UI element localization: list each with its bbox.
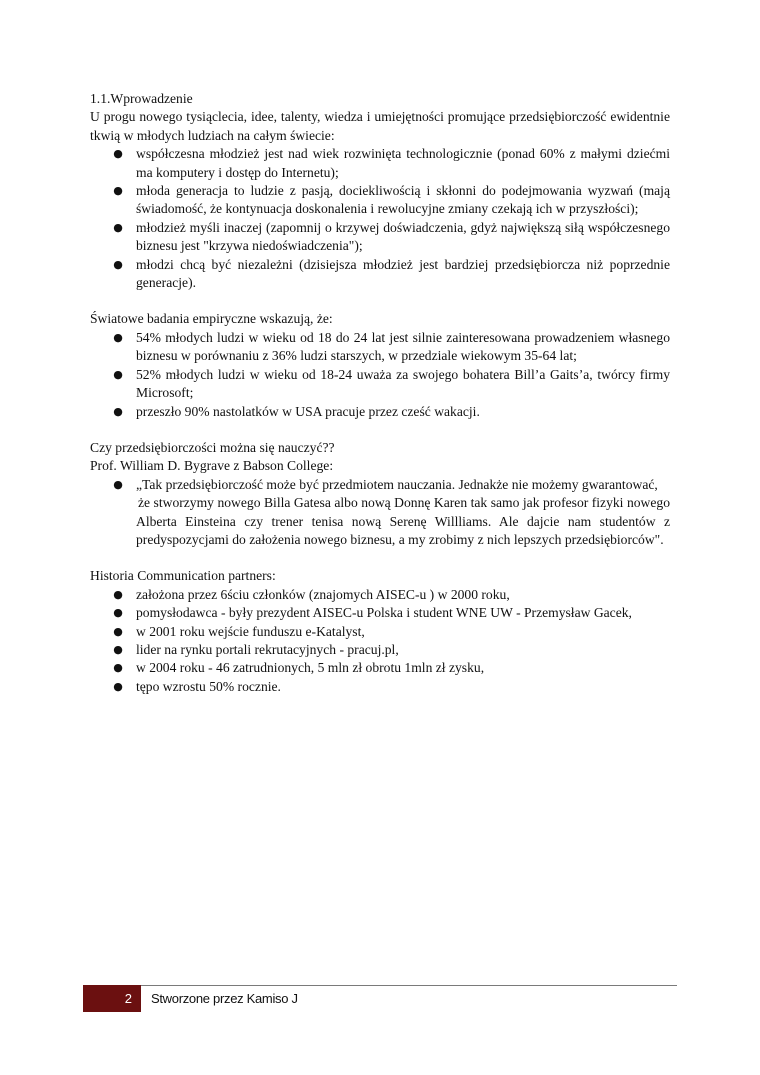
list-item-text: 54% młodych ludzi w wieku od 18 do 24 lat jest silnie zainteresowana prowadzeniem własnego biznesu w porównaniu z 36% ludzi starszych, w przedziale wiekowym 35-64 lat; (136, 329, 670, 364)
research-paragraph: Światowe badania empiryczne wskazują, że: (90, 311, 333, 327)
list-item-text: przeszło 90% nastolatków w USA pracuje przez cześć wakacji. (136, 403, 480, 419)
list-item (113, 366, 670, 403)
list-item-text: lider na rynku portali rekrutacyjnych - pracuj.pl, (136, 641, 399, 657)
list-item-text: młoda generacja to ludzie z pasją, dociekliwością i skłonni do podejmowania wyzwań (mają świadomość, że kontynuacja doskonalenia i rewolucyjne zmiany czekają ich w przyszłości); (136, 183, 670, 217)
quote-line-2: że stworzymy nowego Billa Gatesa albo nową Donnę Karen tak samo jak profesor fizyki nowego Alberta Einsteina czy trener tenisa nową Serenę Willliams. Ale dajcie nam studentów z predyspozycjami do założenia nowego biznesu, a my zrobimy z nich lepszych przedsiębiorców". (136, 495, 670, 547)
bullet-icon: ● (113, 257, 123, 271)
list-item (113, 659, 670, 677)
list-item-text: tępo wzrostu 50% rocznie. (136, 678, 281, 694)
bullet-icon: ● (113, 184, 123, 198)
research-bullet-list (90, 329, 670, 421)
paragraph-gap (90, 549, 670, 567)
list-item (113, 219, 670, 256)
quote-line-1: „Tak przedsiębiorczość może być przedmiotem nauczania. Jednakże nie możemy gwarantować, (136, 476, 658, 492)
list-item (113, 403, 670, 421)
list-item-text: w 2004 roku - 46 zatrudnionych, 5 mln zł obrotu 1mln zł zysku, (136, 660, 485, 676)
bullet-icon: ● (113, 477, 123, 491)
footer-text: Stworzone przez Kamiso J (151, 991, 298, 1006)
quote-item (113, 476, 670, 550)
bullet-icon: ● (113, 606, 123, 620)
list-item (113, 623, 670, 641)
page-number: 2 (83, 985, 141, 1012)
list-item (113, 604, 670, 622)
document-body (90, 90, 670, 696)
bullet-icon: ● (113, 404, 123, 418)
teach-question: Czy przedsiębiorczości można się nauczyć?? (90, 439, 335, 455)
bullet-icon: ● (113, 220, 123, 234)
list-item-text: pomysłodawca - były prezydent AISEC-u Polska i student WNE UW - Przemysław Gacek, (136, 605, 632, 621)
list-item-text: 52% młodych ludzi w wieku od 18-24 uważa za swojego bohatera Bill’a Gaits’a, twórcy firmy Microsoft; (136, 366, 670, 401)
history-bullet-list (90, 586, 670, 696)
section-heading: 1.1.Wprowadzenie (90, 91, 193, 106)
list-item (113, 145, 670, 182)
list-item (113, 641, 670, 659)
list-item (113, 678, 670, 696)
bullet-icon: ● (113, 330, 123, 344)
intro-paragraph: U progu nowego tysiąclecia, idee, talenty, wiedza i umiejętności promujące przedsiębiorczość ewidentnie tkwią w młodych ludziach na całym świecie: (90, 109, 670, 143)
paragraph-gap (90, 421, 670, 439)
list-item-text: w 2001 roku wejście funduszu e-Katalyst, (136, 623, 365, 639)
quote-author: Prof. William D. Bygrave z Babson College: (90, 458, 334, 474)
intro-bullet-list (90, 145, 670, 292)
list-item-text: współczesna młodzież jest nad wiek rozwinięta technologicznie (ponad 60% z małymi dziećmi ma komputery i dostęp do Internetu); (136, 146, 670, 180)
list-item-text: założona przez 6ściu członków (znajomych AISEC-u ) w 2000 roku, (136, 586, 510, 602)
bullet-icon: ● (113, 642, 123, 656)
bullet-icon: ● (113, 367, 123, 381)
list-item (113, 182, 670, 219)
quote-list (90, 476, 670, 550)
list-item-text: młodzi chcą być niezależni (dzisiejsza młodzież jest bardziej przedsiębiorcza niż poprzednie generacje). (136, 256, 670, 291)
paragraph-gap (90, 292, 670, 310)
history-paragraph: Historia Communication partners: (90, 568, 276, 584)
list-item (113, 586, 670, 604)
bullet-icon: ● (113, 147, 123, 161)
page-footer (83, 985, 677, 1012)
list-item-text: młodzież myśli inaczej (zapomnij o krzywej doświadczenia, gdyż największą siłą współczesnego biznesu jest "krzywa niedoświadczenia"); (136, 219, 670, 254)
list-item (113, 256, 670, 293)
bullet-icon: ● (113, 624, 123, 638)
bullet-icon: ● (113, 587, 123, 601)
list-item (113, 329, 670, 366)
bullet-icon: ● (113, 679, 123, 693)
bullet-icon: ● (113, 661, 123, 675)
